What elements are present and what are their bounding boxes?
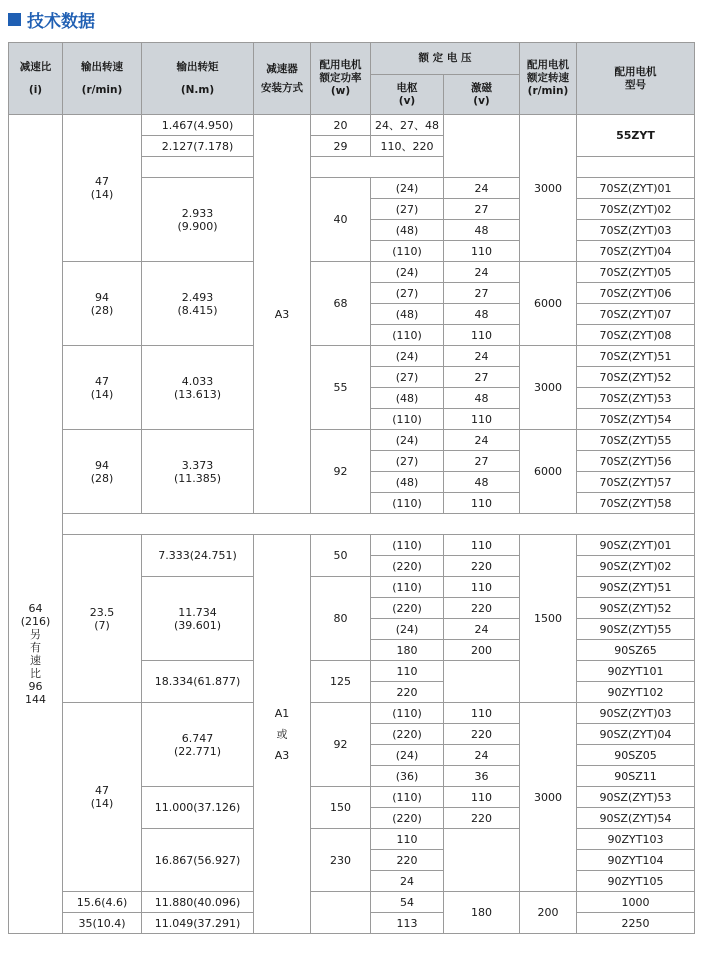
armature-cell: (220): [371, 556, 444, 577]
power-cell: 55: [311, 346, 371, 430]
excitation-cell: 27: [444, 283, 520, 304]
motor-model-cell: 90ZYT101: [577, 661, 695, 682]
motor-speed-cell: 3000: [520, 115, 577, 262]
armature-cell: 180: [371, 640, 444, 661]
motor-model-cell: 70SZ(ZYT)04: [577, 241, 695, 262]
motor-speed-cell: 3000: [520, 346, 577, 430]
armature-cell: 110、220: [371, 136, 444, 157]
torque-cell: 2.127(7.178): [142, 136, 254, 157]
motor-model-cell: 90SZ(ZYT)03: [577, 703, 695, 724]
armature-cell: (24): [371, 745, 444, 766]
motor-model-cell: 90SZ(ZYT)54: [577, 808, 695, 829]
motor-model-cell: 70SZ(ZYT)51: [577, 346, 695, 367]
excitation-cell: 48: [444, 304, 520, 325]
armature-cell: (27): [371, 283, 444, 304]
header-output-speed: 输出转速 (r/min): [63, 43, 142, 115]
motor-model-cell: 90ZYT104: [577, 850, 695, 871]
armature-cell: 220: [371, 850, 444, 871]
armature-cell: 110: [371, 829, 444, 850]
armature-cell: (24): [371, 619, 444, 640]
armature-cell: 220: [371, 682, 444, 703]
motor-model-cell: 90ZYT105: [577, 871, 695, 892]
power-cell: 113: [371, 913, 444, 934]
motor-speed-cell: 6000: [520, 262, 577, 346]
motor-model-cell: 70SZ(ZYT)06: [577, 283, 695, 304]
excitation-cell: 27: [444, 451, 520, 472]
armature-cell: (24): [371, 262, 444, 283]
header-excitation: 激磁 (v): [444, 75, 520, 115]
power-cell: 54: [371, 892, 444, 913]
motor-model-cell: 70SZ(ZYT)02: [577, 199, 695, 220]
armature-cell: (220): [371, 808, 444, 829]
excitation-cell: 27: [444, 199, 520, 220]
motor-model-cell: [577, 157, 695, 178]
speed-cell: 35(10.4): [63, 913, 142, 934]
motor-model-cell: 90SZ(ZYT)04: [577, 724, 695, 745]
motor-model-cell: 70SZ(ZYT)53: [577, 388, 695, 409]
armature-cell: (110): [371, 577, 444, 598]
mount-cell: A1 或 A3: [254, 535, 311, 934]
armature-cell: (48): [371, 388, 444, 409]
armature-cell: (110): [371, 787, 444, 808]
armature-cell: (110): [371, 493, 444, 514]
torque-cell: 4.033 (13.613): [142, 346, 254, 430]
motor-speed-cell: 1500: [520, 535, 577, 703]
excitation-cell: [444, 115, 520, 178]
motor-model-cell: 90SZ(ZYT)51: [577, 577, 695, 598]
speed-cell: 23.5 (7): [63, 535, 142, 703]
excitation-cell: [444, 661, 520, 703]
separator-row: [63, 514, 695, 535]
armature-cell: (220): [371, 724, 444, 745]
motor-model-cell: 70SZ(ZYT)05: [577, 262, 695, 283]
ratio-cell: 64 (216) 另 有 速 比 96 144: [9, 115, 63, 934]
torque-cell: 2.493 (8.415): [142, 262, 254, 346]
excitation-cell: 24: [444, 262, 520, 283]
power-cell: 29: [311, 136, 371, 157]
motor-model-cell: 70SZ(ZYT)54: [577, 409, 695, 430]
excitation-cell: 110: [444, 703, 520, 724]
excitation-cell: 220: [444, 808, 520, 829]
motor-model-cell: 70SZ(ZYT)55: [577, 430, 695, 451]
excitation-cell: 200: [520, 892, 577, 934]
motor-model-cell: 90SZ(ZYT)01: [577, 535, 695, 556]
speed-cell: 15.6(4.6): [63, 892, 142, 913]
excitation-cell: 36: [444, 766, 520, 787]
power-cell: 125: [311, 661, 371, 703]
armature-cell: (48): [371, 472, 444, 493]
motor-model-cell: 55ZYT: [577, 115, 695, 157]
excitation-cell: 24: [444, 346, 520, 367]
power-cell: 20: [311, 115, 371, 136]
excitation-cell: 220: [444, 556, 520, 577]
motor-model-cell: 70SZ(ZYT)08: [577, 325, 695, 346]
section-title-text: 技术数据: [27, 11, 95, 32]
header-motor-model: 配用电机 型号: [577, 43, 695, 115]
excitation-cell: 110: [444, 325, 520, 346]
excitation-cell: 110: [444, 241, 520, 262]
title-square-icon: [8, 13, 21, 26]
armature-cell: (24): [371, 346, 444, 367]
section-title: [8, 6, 95, 32]
excitation-cell: 220: [444, 724, 520, 745]
excitation-cell: 24: [444, 619, 520, 640]
armature-cell: (27): [371, 199, 444, 220]
excitation-cell: 48: [444, 388, 520, 409]
motor-model-cell: 90SZ05: [577, 745, 695, 766]
excitation-cell: 48: [444, 472, 520, 493]
technical-data-table: [8, 42, 695, 934]
excitation-cell: 24: [444, 178, 520, 199]
torque-cell: [142, 157, 254, 178]
motor-model-cell: 90ZYT103: [577, 829, 695, 850]
torque-cell: 11.880(40.096): [142, 892, 254, 913]
power-cell: 68: [311, 262, 371, 346]
speed-cell: 47 (14): [63, 115, 142, 262]
motor-speed-cell: 1000: [577, 892, 695, 913]
armature-cell: (27): [371, 367, 444, 388]
armature-cell: 180: [444, 892, 520, 934]
speed-cell: 94 (28): [63, 262, 142, 346]
header-motor-power: 配用电机 额定功率 (w): [311, 43, 371, 115]
speed-cell: 94 (28): [63, 430, 142, 514]
armature-cell: (220): [371, 598, 444, 619]
motor-model-cell: 70SZ(ZYT)03: [577, 220, 695, 241]
header-armature: 电枢 (v): [371, 75, 444, 115]
armature-cell: (110): [371, 409, 444, 430]
motor-model-cell: 90SZ65: [577, 640, 695, 661]
motor-model-cell: 70SZ(ZYT)01: [577, 178, 695, 199]
torque-cell: 16.867(56.927): [142, 829, 254, 892]
header-ratio: 减速比 (i): [9, 43, 63, 115]
torque-cell: 6.747 (22.771): [142, 703, 254, 787]
armature-cell: (24): [371, 178, 444, 199]
armature-cell: 24: [371, 871, 444, 892]
excitation-cell: 24: [444, 430, 520, 451]
armature-cell: 110: [371, 661, 444, 682]
motor-model-cell: 90SZ(ZYT)02: [577, 556, 695, 577]
excitation-cell: 110: [444, 787, 520, 808]
armature-cell: (27): [371, 451, 444, 472]
header-motor-speed: 配用电机 额定转速 (r/min): [520, 43, 577, 115]
excitation-cell: 27: [444, 367, 520, 388]
motor-model-cell: 90SZ(ZYT)55: [577, 619, 695, 640]
header-output-torque: 输出转矩 (N.m): [142, 43, 254, 115]
motor-model-cell: 70SZ(ZYT)57: [577, 472, 695, 493]
excitation-cell: 110: [444, 409, 520, 430]
speed-cell: 47 (14): [63, 346, 142, 430]
excitation-cell: [444, 829, 520, 892]
motor-model-cell: 90SZ(ZYT)52: [577, 598, 695, 619]
motor-speed-cell: 6000: [520, 430, 577, 514]
armature-cell: (48): [371, 304, 444, 325]
excitation-cell: 110: [444, 535, 520, 556]
motor-model-cell: 90ZYT102: [577, 682, 695, 703]
excitation-cell: 24: [444, 745, 520, 766]
motor-model-cell: 70SZ(ZYT)58: [577, 493, 695, 514]
torque-cell: 3.373 (11.385): [142, 430, 254, 514]
armature-cell: (110): [371, 535, 444, 556]
excitation-cell: 110: [444, 493, 520, 514]
armature-cell: (36): [371, 766, 444, 787]
motor-model-cell: 70SZ(ZYT)52: [577, 367, 695, 388]
header-rated-voltage: 额 定 电 压: [371, 43, 520, 75]
armature-cell: (110): [371, 325, 444, 346]
motor-speed-cell: 3000: [520, 703, 577, 892]
torque-cell: 2.933 (9.900): [142, 178, 254, 262]
motor-model-cell: 90SZ11: [577, 766, 695, 787]
motor-model-cell: 70SZ(ZYT)56: [577, 451, 695, 472]
excitation-cell: 200: [444, 640, 520, 661]
torque-cell: 11.734 (39.601): [142, 577, 254, 661]
armature-cell: 24、27、48: [371, 115, 444, 136]
torque-cell: 11.000(37.126): [142, 787, 254, 829]
mount-cell: [311, 892, 371, 934]
power-cell: 150: [311, 787, 371, 829]
excitation-cell: 110: [444, 577, 520, 598]
power-cell: 230: [311, 829, 371, 892]
mount-cell: A3: [254, 115, 311, 514]
excitation-cell: 48: [444, 220, 520, 241]
power-cell: 40: [311, 178, 371, 262]
armature-cell: (48): [371, 220, 444, 241]
armature-cell: (110): [371, 241, 444, 262]
motor-speed-cell: 2250: [577, 913, 695, 934]
armature-cell: (110): [371, 703, 444, 724]
blank-cell: [311, 157, 444, 178]
motor-model-cell: 90SZ(ZYT)53: [577, 787, 695, 808]
power-cell: 92: [311, 430, 371, 514]
torque-cell: 7.333(24.751): [142, 535, 254, 577]
excitation-cell: 220: [444, 598, 520, 619]
power-cell: 92: [311, 703, 371, 787]
armature-cell: (24): [371, 430, 444, 451]
torque-cell: 18.334(61.877): [142, 661, 254, 703]
power-cell: 50: [311, 535, 371, 577]
power-cell: 80: [311, 577, 371, 661]
speed-cell: 47 (14): [63, 703, 142, 892]
torque-cell: 11.049(37.291): [142, 913, 254, 934]
torque-cell: 1.467(4.950): [142, 115, 254, 136]
motor-model-cell: 70SZ(ZYT)07: [577, 304, 695, 325]
header-mount: 减速器 安装方式: [254, 43, 311, 115]
